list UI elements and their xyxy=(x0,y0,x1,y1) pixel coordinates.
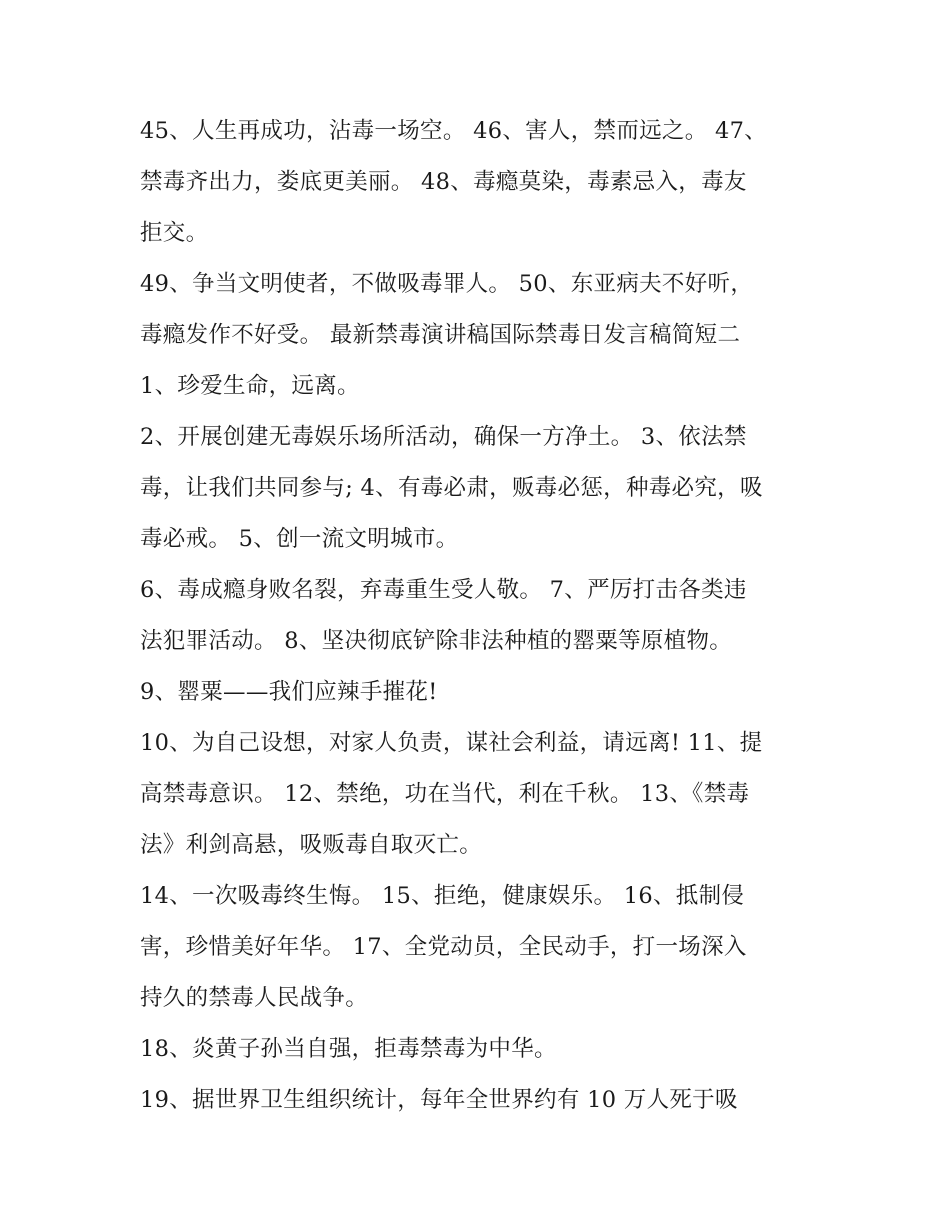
text-line: 6、毒成瘾身败名裂，弃毒重生受人敬。 7、严厉打击各类违 xyxy=(140,577,747,603)
text-line: 18、炎黄子孙当自强，拒毒禁毒为中华。 xyxy=(140,1036,557,1062)
text-line: 1、珍爱生命，远离。 xyxy=(140,373,360,399)
text-line: 19、据世界卫生组织统计，每年全世界约有 10 万人死于吸 xyxy=(140,1087,738,1113)
text-line: 持久的禁毒人民战争。 xyxy=(140,985,369,1011)
text-line: 高禁毒意识。 12、禁绝，功在当代，利在千秋。 13、《禁毒 xyxy=(140,781,750,807)
body-text xyxy=(140,106,840,1126)
text-line: 法》利剑高悬，吸贩毒自取灭亡。 xyxy=(140,832,483,858)
text-line: 毒必戒。 5、创一流文明城市。 xyxy=(140,526,459,552)
text-line: 49、争当文明使者，不做吸毒罪人。 50、东亚病夫不好听， xyxy=(140,271,754,297)
text-line: 毒瘾发作不好受。 最新禁毒演讲稿国际禁毒日发言稿简短二 xyxy=(140,322,741,348)
text-line: 9、罂粟——我们应辣手摧花! xyxy=(140,679,438,705)
text-line: 2、开展创建无毒娱乐场所活动，确保一方净土。 3、依法禁 xyxy=(140,424,747,450)
text-line: 45、人生再成功，沾毒一场空。 46、害人，禁而远之。 47、 xyxy=(140,118,767,144)
text-line: 10、为自己设想，对家人负责，谋社会利益，请远离! 11、提 xyxy=(140,730,763,756)
text-line: 毒，让我们共同参与; 4、有毒必肃，贩毒必惩，种毒必究，吸 xyxy=(140,475,763,501)
text-line: 禁毒齐出力，娄底更美丽。 48、毒瘾莫染，毒素忌入，毒友 xyxy=(140,169,747,195)
text-line: 14、一次吸毒终生悔。 15、拒绝，健康娱乐。 16、抵制侵 xyxy=(140,883,745,909)
text-line: 害，珍惜美好年华。 17、全党动员，全民动手，打一场深入 xyxy=(140,934,747,960)
text-line: 法犯罪活动。 8、坚决彻底铲除非法种植的罂粟等原植物。 xyxy=(140,628,733,654)
text-line: 拒交。 xyxy=(140,220,209,246)
